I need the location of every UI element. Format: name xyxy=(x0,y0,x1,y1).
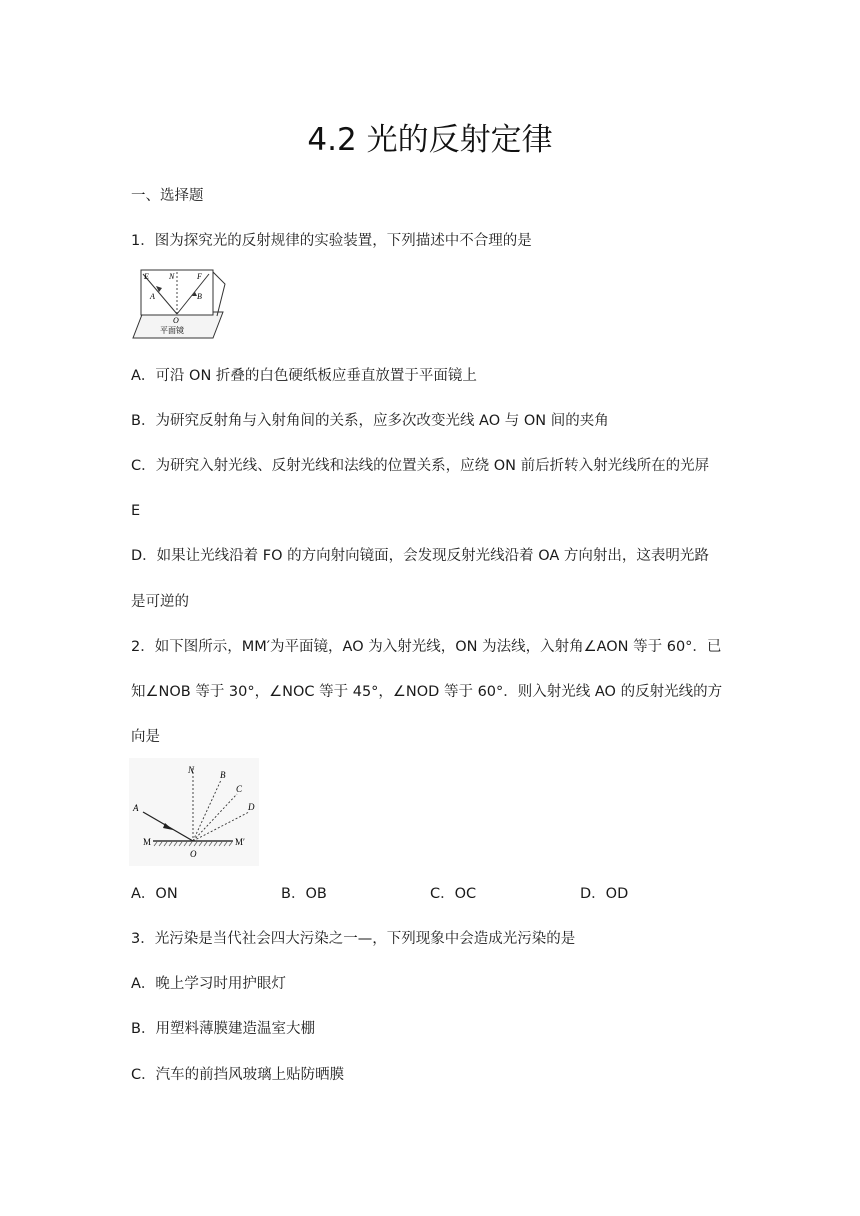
q2-option-b: B．OB xyxy=(281,886,327,902)
label-C: C xyxy=(236,784,243,794)
q2-option-c: C．OC xyxy=(430,886,477,902)
section-heading: 一、选择题 xyxy=(131,188,204,204)
label-B: B xyxy=(220,770,226,780)
q1-option-d: D．如果让光线沿着 FO 的方向射向镜面，会发现反射光线沿着 OA 方向射出，这表明光路 xyxy=(131,548,709,564)
label-M: M xyxy=(143,837,152,847)
label-O: O xyxy=(173,316,179,325)
label-M-prime: M′ xyxy=(235,837,245,847)
label-E: E xyxy=(144,272,149,281)
q3-option-a: A．晚上学习时用护眼灯 xyxy=(131,976,286,992)
q1-stem: 1．图为探究光的反射规律的实验装置，下列描述中不合理的是 xyxy=(131,233,532,249)
q2-option-d: D．OD xyxy=(580,886,629,902)
label-A: A xyxy=(150,292,155,301)
q1-option-a: A．可沿 ON 折叠的白色硬纸板应垂直放置于平面镜上 xyxy=(131,368,477,384)
label-F: F xyxy=(197,272,202,281)
label-N: N xyxy=(188,765,195,775)
q3-option-c: C．汽车的前挡风玻璃上贴防晒膜 xyxy=(131,1067,345,1083)
label-A: A xyxy=(133,803,139,813)
q1-reflection-apparatus-figure xyxy=(129,268,229,340)
q2-stem-line3: 向是 xyxy=(131,729,160,745)
q1-option-d-cont: 是可逆的 xyxy=(131,594,189,610)
q1-option-c-cont: E xyxy=(131,503,141,519)
page-title: 4.2 光的反射定律 xyxy=(307,122,553,158)
label-mirror: 平面镜 xyxy=(160,326,184,335)
label-B: B xyxy=(197,292,202,301)
q2-stem-line2: 知∠NOB 等于 30°，∠NOC 等于 45°，∠NOD 等于 60°．则入射光线 AO 的反射光线的方 xyxy=(131,684,723,700)
q3-stem: 3．光污染是当代社会四大污染之一—，下列现象中会造成光污染的是 xyxy=(131,931,576,947)
label-O: O xyxy=(190,849,197,859)
q2-stem-line1: 2．如下图所示，MM′为平面镜，AO 为入射光线，ON 为法线，入射角∠AON 等于 60°．已 xyxy=(131,639,722,655)
q1-option-c: C．为研究入射光线、反射光线和法线的位置关系，应绕 ON 前后折转入射光线所在的光屏 xyxy=(131,458,710,474)
q1-option-b: B．为研究反射角与入射角间的关系，应多次改变光线 AO 与 ON 间的夹角 xyxy=(131,413,609,429)
q2-reflection-angles-figure xyxy=(129,758,259,866)
label-N: N xyxy=(169,272,175,281)
label-D: D xyxy=(248,802,255,812)
q2-option-a: A．ON xyxy=(131,886,178,902)
q3-option-b: B．用塑料薄膜建造温室大棚 xyxy=(131,1021,315,1037)
